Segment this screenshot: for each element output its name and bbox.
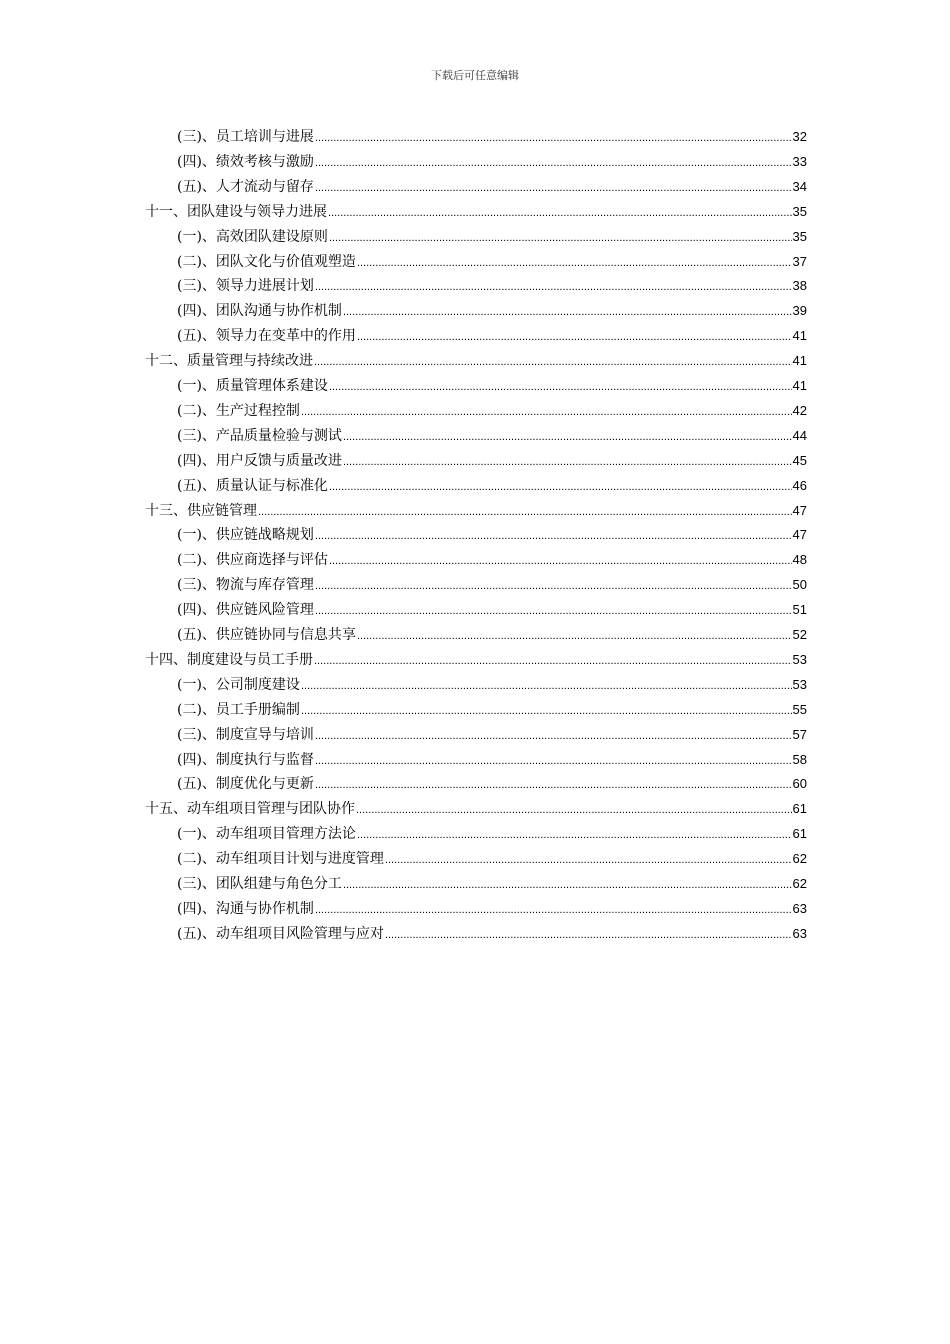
toc-entry-title: (四)、沟通与协作机制: [177, 900, 314, 917]
toc-entry-title: 十一、团队建设与领导力进展: [145, 203, 327, 220]
toc-section-entry[interactable]: [177, 772, 807, 796]
toc-dot-leader: [315, 898, 792, 922]
toc-entry-title: 十二、质量管理与持续改进: [145, 353, 313, 370]
toc-page-number: 42: [792, 402, 807, 418]
toc-page-number: 61: [792, 801, 807, 817]
toc-section-entry[interactable]: [177, 523, 807, 547]
toc-dot-leader: [315, 724, 792, 748]
toc-page-number: 58: [792, 751, 807, 767]
toc-page-number: 62: [792, 876, 807, 891]
toc-dot-leader: [343, 425, 792, 449]
toc-dot-leader: [356, 798, 792, 822]
toc-section-entry[interactable]: [177, 374, 807, 398]
toc-entry-title: (四)、制度执行与监督: [177, 751, 314, 768]
toc-section-entry[interactable]: [177, 424, 807, 448]
toc-entry-title: (三)、团队组建与角色分工: [177, 876, 342, 892]
toc-entry-title: (一)、质量管理体系建设: [177, 378, 328, 394]
toc-entry-title: 十三、供应链管理: [145, 502, 257, 519]
toc-section-entry[interactable]: [177, 548, 807, 572]
toc-entry-title: (五)、人才流动与留存: [177, 178, 314, 195]
toc-entry-title: (二)、员工手册编制: [177, 701, 300, 718]
toc-page-number: 41: [792, 328, 807, 344]
toc-dot-leader: [357, 624, 792, 648]
toc-dot-leader: [385, 848, 792, 872]
toc-dot-leader: [343, 450, 792, 474]
toc-page-number: 34: [792, 178, 807, 194]
toc-page-number: 53: [792, 676, 807, 692]
toc-chapter-entry[interactable]: [145, 349, 807, 373]
toc-entry-title: (一)、供应链战略规划: [177, 527, 314, 544]
toc-dot-leader: [329, 475, 792, 499]
toc-entry-title: (一)、动车组项目管理方法论: [177, 826, 356, 843]
toc-page-number: 50: [792, 577, 807, 593]
toc-page-number: 33: [792, 153, 807, 169]
toc-section-entry[interactable]: [177, 225, 807, 249]
toc-page-number: 45: [792, 452, 807, 468]
toc-page-number: 37: [792, 253, 807, 269]
toc-dot-leader: [315, 524, 792, 548]
toc-page-number: 35: [792, 228, 807, 244]
toc-page-number: 55: [792, 701, 807, 717]
toc-section-entry[interactable]: [177, 324, 807, 348]
toc-dot-leader: [314, 649, 792, 673]
page-header: 下载后可任意编辑: [431, 69, 519, 82]
toc-section-entry[interactable]: [177, 125, 807, 149]
toc-dot-leader: [357, 823, 792, 847]
toc-dot-leader: [301, 674, 792, 698]
toc-section-entry[interactable]: [177, 748, 807, 772]
toc-dot-leader: [357, 325, 792, 349]
toc-page-number: 32: [792, 129, 807, 144]
toc-entry-title: (一)、公司制度建设: [177, 676, 300, 693]
toc-page-number: 53: [792, 651, 807, 667]
toc-dot-leader: [315, 773, 792, 797]
toc-page-number: 39: [792, 303, 807, 319]
toc-page-number: 61: [792, 826, 807, 842]
toc-page-number: 47: [792, 502, 807, 518]
toc-entry-title: (三)、制度宣导与培训: [177, 726, 314, 743]
toc-section-entry[interactable]: [177, 274, 807, 298]
toc-entry-title: (二)、供应商选择与评估: [177, 552, 328, 569]
toc-dot-leader: [343, 873, 792, 897]
toc-section-entry[interactable]: [177, 897, 807, 921]
toc-dot-leader: [315, 599, 792, 623]
toc-section-entry[interactable]: [177, 673, 807, 697]
toc-entry-title: (三)、领导力进展计划: [177, 278, 314, 295]
toc-page-number: 57: [792, 726, 807, 742]
toc-entry-title: (二)、生产过程控制: [177, 402, 300, 419]
toc-chapter-entry[interactable]: [145, 797, 807, 821]
toc-section-entry[interactable]: [177, 449, 807, 473]
toc-section-entry[interactable]: [177, 723, 807, 747]
toc-dot-leader: [301, 400, 792, 424]
toc-entry-title: 十四、制度建设与员工手册: [145, 651, 313, 668]
toc-page-number: 44: [792, 427, 807, 443]
toc-section-entry[interactable]: [177, 250, 807, 274]
toc-dot-leader: [315, 151, 792, 175]
toc-page-number: 63: [792, 925, 807, 941]
toc-entry-title: (三)、产品质量检验与测试: [177, 427, 342, 444]
toc-page-number: 63: [792, 900, 807, 916]
toc-entry-title: (二)、团队文化与价值观塑造: [177, 253, 356, 270]
toc-page-number: 48: [792, 552, 807, 568]
toc-dot-leader: [343, 300, 792, 324]
toc-section-entry[interactable]: [177, 299, 807, 323]
toc-dot-leader: [315, 749, 792, 773]
toc-entry-title: 十五、动车组项目管理与团队协作: [145, 801, 355, 818]
toc-entry-title: (二)、动车组项目计划与进度管理: [177, 851, 384, 868]
toc-page-number: 52: [792, 627, 807, 642]
toc-dot-leader: [329, 226, 792, 250]
toc-entry-title: (三)、物流与库存管理: [177, 577, 314, 594]
toc-dot-leader: [315, 176, 792, 200]
toc-page-number: 41: [792, 353, 807, 369]
toc-page-number: 51: [792, 602, 807, 618]
toc-chapter-entry[interactable]: [145, 499, 807, 523]
toc-page-number: 47: [792, 527, 807, 543]
toc-entry-title: (四)、用户反馈与质量改进: [177, 452, 342, 469]
toc-section-entry[interactable]: [177, 922, 807, 946]
toc-dot-leader: [301, 699, 792, 723]
toc-dot-leader: [357, 251, 792, 275]
toc-dot-leader: [329, 549, 792, 573]
toc-section-entry[interactable]: [177, 175, 807, 199]
toc-page-number: 62: [792, 851, 807, 867]
toc-section-entry[interactable]: [177, 872, 807, 896]
toc-dot-leader: [315, 574, 792, 598]
toc-entry-title: (五)、供应链协同与信息共享: [177, 627, 356, 643]
toc-chapter-entry[interactable]: [145, 648, 807, 672]
toc-entry-title: (五)、质量认证与标准化: [177, 477, 328, 494]
toc-entry-title: (五)、制度优化与更新: [177, 776, 314, 793]
toc-section-entry[interactable]: [177, 598, 807, 622]
toc-section-entry[interactable]: [177, 150, 807, 174]
toc-entry-title: (五)、动车组项目风险管理与应对: [177, 925, 384, 942]
toc-dot-leader: [315, 275, 792, 299]
toc-section-entry[interactable]: [177, 573, 807, 597]
toc-section-entry[interactable]: [177, 399, 807, 423]
toc-section-entry[interactable]: [177, 623, 807, 647]
toc-entry-title: (四)、绩效考核与激励: [177, 153, 314, 170]
toc-entry-title: (一)、高效团队建设原则: [177, 228, 328, 245]
toc-dot-leader: [385, 923, 792, 947]
toc-entry-title: (四)、团队沟通与协作机制: [177, 303, 342, 320]
toc-section-entry[interactable]: [177, 822, 807, 846]
toc-section-entry[interactable]: [177, 474, 807, 498]
toc-section-entry[interactable]: [177, 698, 807, 722]
toc-page-number: 35: [792, 203, 807, 219]
toc-dot-leader: [329, 375, 792, 399]
toc-page-number: 60: [792, 776, 807, 792]
toc-entry-title: (三)、员工培训与进展: [177, 129, 314, 145]
toc-section-entry[interactable]: [177, 847, 807, 871]
toc-dot-leader: [258, 500, 792, 524]
toc-page-number: 38: [792, 278, 807, 294]
toc-dot-leader: [314, 350, 792, 374]
toc-dot-leader: [315, 126, 792, 150]
toc-entry-title: (四)、供应链风险管理: [177, 602, 314, 619]
toc-chapter-entry[interactable]: [145, 200, 807, 224]
toc-entry-title: (五)、领导力在变革中的作用: [177, 328, 356, 345]
toc-dot-leader: [328, 201, 792, 225]
toc-page-number: 41: [792, 378, 807, 393]
toc-page-number: 46: [792, 477, 807, 493]
